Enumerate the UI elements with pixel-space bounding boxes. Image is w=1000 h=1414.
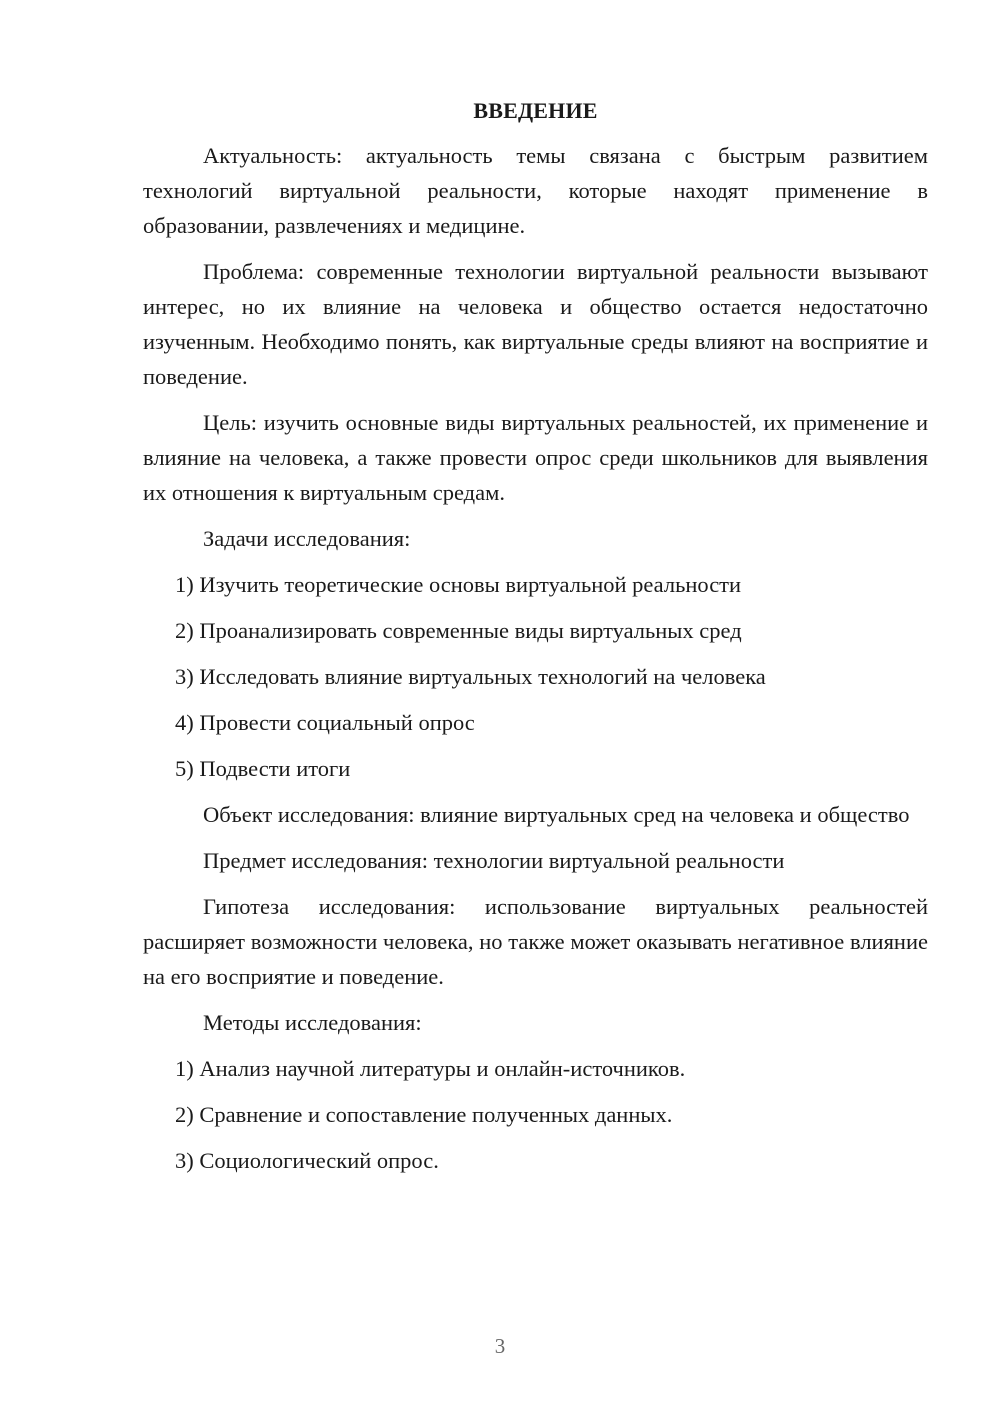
goal-paragraph: Цель: изучить основные виды виртуальных реальностей, их применение и влияние на человека, а также провести опрос среди школьников для выявления их отношения к виртуальным средам.: [143, 410, 928, 505]
list-item: 1) Изучить теоретические основы виртуальной реальности: [175, 572, 742, 597]
problem-paragraph: Проблема: современные технологии виртуальной реальности вызывают интерес, но их влияние на человека и общество остается недостаточно изученным. Необходимо понять, как виртуальные среды влияют на восприятие и поведение.: [143, 259, 928, 389]
list-item: 5) Подвести итоги: [175, 756, 351, 781]
subject-paragraph: Предмет исследования: технологии виртуальной реальности: [203, 848, 785, 873]
list-item: 2) Сравнение и сопоставление полученных данных.: [175, 1102, 673, 1127]
tasks-list: [143, 567, 928, 786]
page-number: 3: [494, 1334, 506, 1358]
document-body: [143, 96, 928, 1189]
methods-title: Методы исследования:: [203, 1010, 422, 1035]
list-item: 4) Провести социальный опрос: [175, 710, 475, 735]
methods-list: [143, 1051, 928, 1178]
relevance-paragraph: Актуальность: актуальность темы связана с быстрым развитием технологий виртуальной реальности, которые находят применение в образовании, развлечениях и медицине.: [143, 143, 928, 238]
section-heading: ВВЕДЕНИЕ: [473, 98, 598, 123]
object-paragraph: Объект исследования: влияние виртуальных сред на человека и общество: [203, 802, 910, 827]
list-item: 2) Проанализировать современные виды виртуальных сред: [175, 618, 742, 643]
list-item: 3) Социологический опрос.: [175, 1148, 439, 1173]
tasks-title: Задачи исследования:: [203, 526, 411, 551]
list-item: 1) Анализ научной литературы и онлайн-источников.: [175, 1056, 686, 1081]
hypothesis-paragraph: Гипотеза исследования: использование виртуальных реальностей расширяет возможности человека, но также может оказывать негативное влияние на его восприятие и поведение.: [143, 894, 928, 989]
list-item: 3) Исследовать влияние виртуальных технологий на человека: [175, 664, 766, 689]
